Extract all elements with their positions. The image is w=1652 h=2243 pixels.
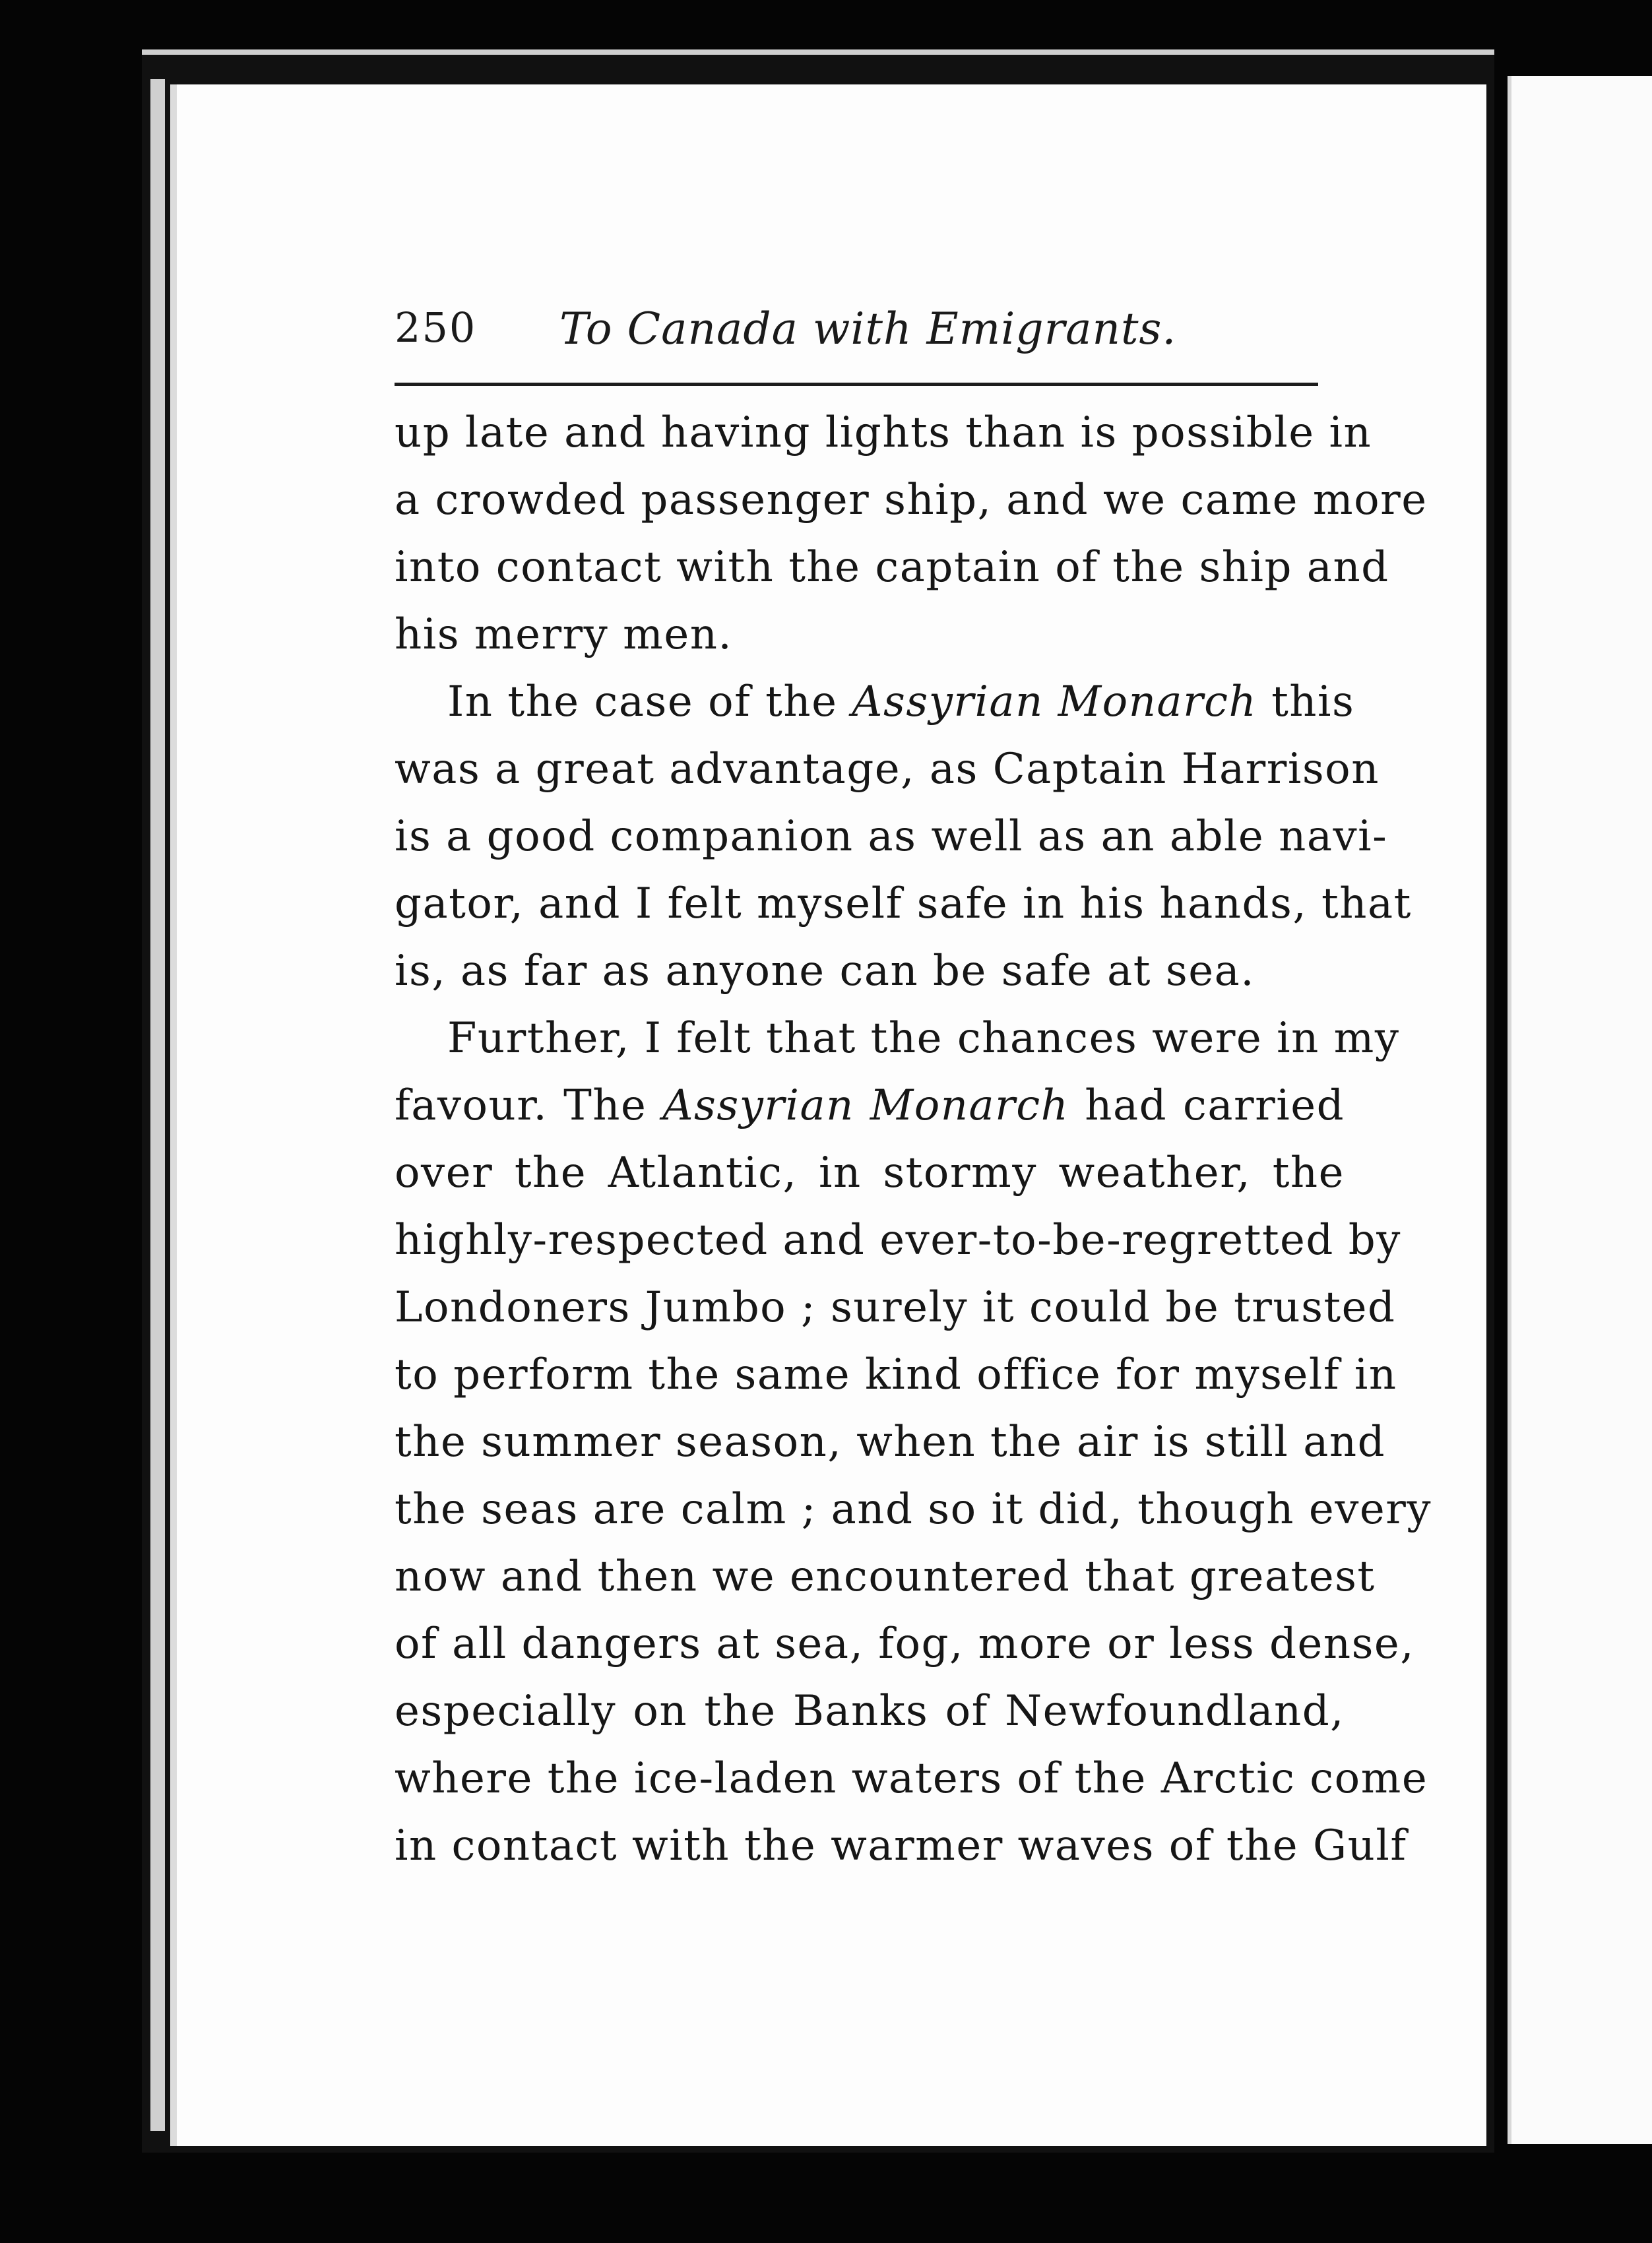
page-number: 250 <box>395 303 477 352</box>
running-title: To Canada with Emigrants. <box>559 303 1177 354</box>
text-line: the seas are calm ; and so it did, though every <box>395 1485 1432 1534</box>
text-segment: had carried <box>1085 1081 1345 1130</box>
text-line: his merry men. <box>395 610 733 659</box>
text-line: into contact with the captain of the ship and <box>395 543 1389 592</box>
text-line: up late and having lights than is possible in <box>395 408 1372 457</box>
text-line: highly-respected and ever-to-be-regretted by <box>395 1216 1401 1265</box>
text-line: to perform the same kind office for myself in <box>395 1350 1397 1399</box>
text-line: a crowded passenger ship, and we came more <box>395 476 1428 524</box>
ship-name: Assyrian Monarch <box>662 1081 1069 1130</box>
text-line: now and then we encountered that greatest <box>395 1552 1376 1601</box>
text-segment: In the case of the <box>447 678 838 726</box>
text-line: Further, I felt that the chances were in my <box>447 1014 1400 1063</box>
text-line: the summer season, when the air is still and <box>395 1418 1386 1467</box>
text-line: of all dangers at sea, fog, more or less dense, <box>395 1620 1415 1668</box>
facing-page <box>1508 76 1652 2144</box>
header-rule <box>395 383 1318 386</box>
text-line <box>395 668 1355 736</box>
text-line: is a good companion as well as an able navi- <box>395 812 1388 861</box>
page-header <box>395 290 1490 363</box>
text-line: especially on the Banks of Newfoundland, <box>395 1687 1345 1736</box>
text-line: is, as far as anyone can be safe at sea. <box>395 947 1255 995</box>
page-edge <box>150 79 165 2131</box>
text-line: was a great advantage, as Captain Harrison <box>395 745 1380 794</box>
text-segment: this <box>1271 678 1355 726</box>
text-line <box>395 1072 1345 1139</box>
text-line: Londoners Jumbo ; surely it could be trusted <box>395 1283 1396 1332</box>
ship-name: Assyrian Monarch <box>852 678 1257 726</box>
text-segment: favour. The <box>395 1081 647 1130</box>
body-text <box>395 399 1432 1880</box>
text-line: gator, and I felt myself safe in his hands, that <box>395 879 1412 928</box>
text-line: where the ice-laden waters of the Arctic come <box>395 1754 1428 1803</box>
text-line: over the Atlantic, in stormy weather, the <box>395 1149 1345 1197</box>
text-line: in contact with the warmer waves of the Gulf <box>395 1821 1407 1870</box>
